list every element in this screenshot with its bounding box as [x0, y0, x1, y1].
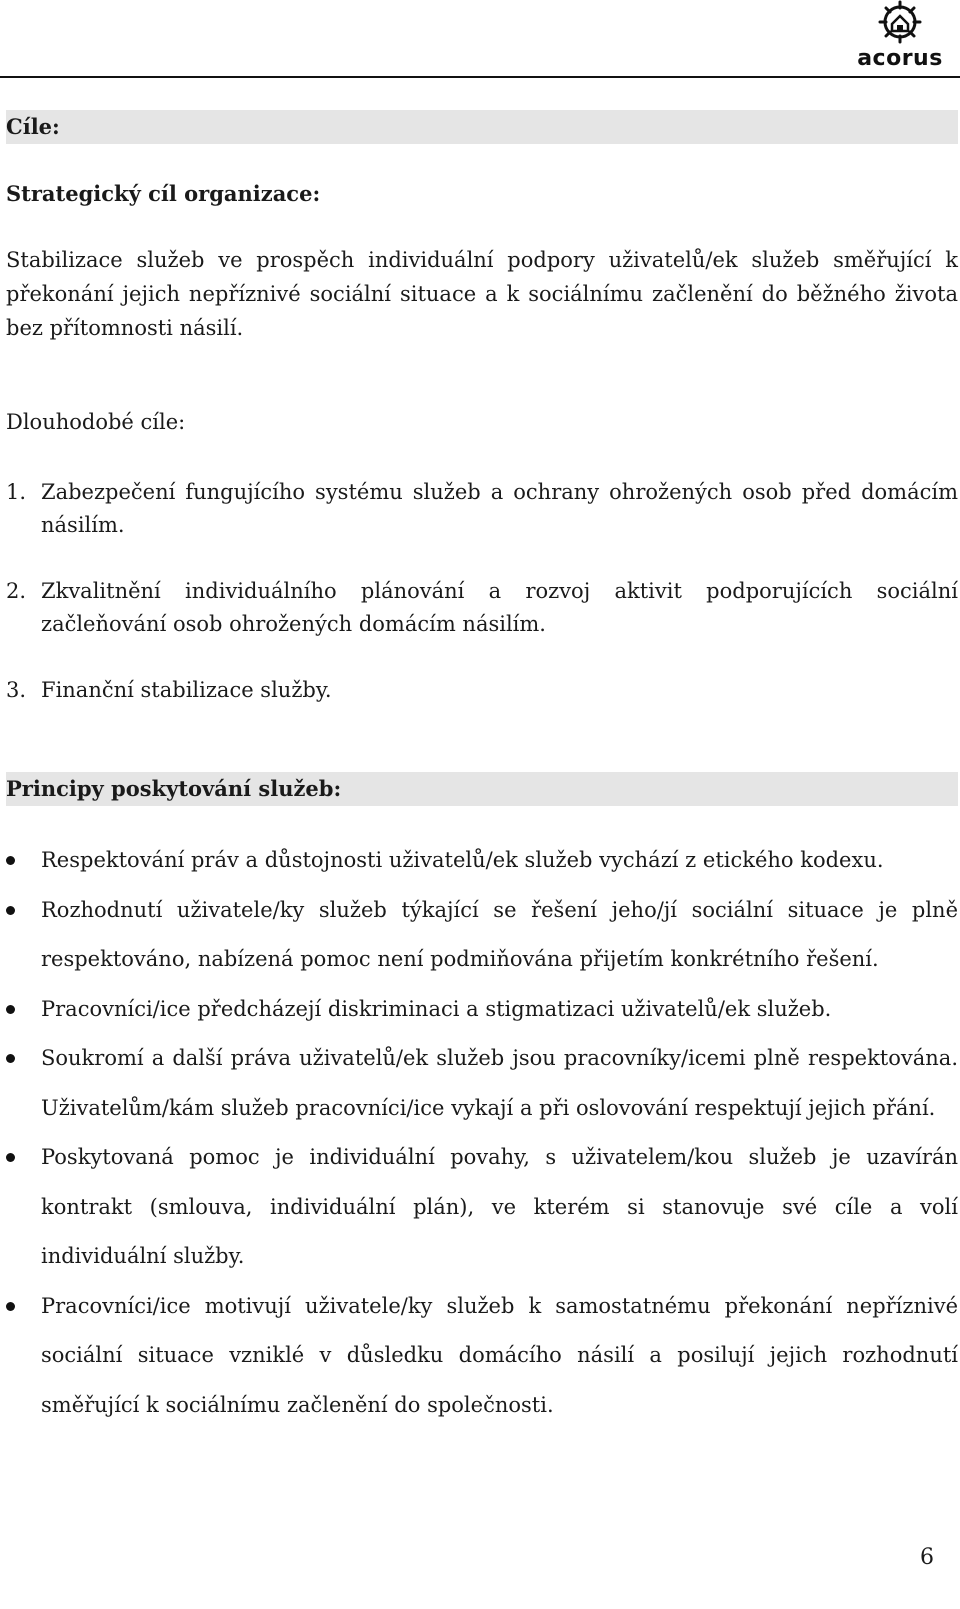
long-term-goals-heading: Dlouhodobé cíle:: [6, 410, 186, 434]
principles-list: [6, 836, 958, 1430]
acorus-logo: [852, 0, 948, 72]
strategic-goal-text: Stabilizace služeb ve prospěch individuální podpory uživatelů/ek služeb směřující k překonání jejich nepříznivé sociální situace a k sociálnímu začlenění do běžného života bez přítomnosti násilí.: [6, 248, 958, 340]
principle-item: Pracovníci/ice motivují uživatele/ky služeb k samostatnému překonání nepříznivé sociální situace vzniklé v důsledku domácího násilí a posilují jejich rozhodnutí směřující k sociálnímu začlenění do společnosti.: [6, 1282, 958, 1431]
logo-text: acorus: [857, 46, 943, 71]
principle-item: Pracovníci/ice předcházejí diskriminaci a stigmatizaci uživatelů/ek služeb.: [6, 985, 958, 1035]
principle-item: Poskytovaná pomoc je individuální povahy, s uživatelem/kou služeb je uzavírán kontrakt (smlouva, individuální plán), ve kterém si stanovuje své cíle a volí individuální služby.: [6, 1133, 958, 1282]
principles-heading: Principy poskytování služeb:: [6, 772, 958, 806]
goal-text: Zabezpečení fungujícího systému služeb a ochrany ohrožených osob před domácím násilím.: [41, 480, 958, 537]
page-number: 6: [920, 1545, 934, 1570]
goal-text: Zkvalitnění individuálního plánování a rozvoj aktivit podporujících sociální začleňování osob ohrožených domácím násilím.: [41, 579, 958, 636]
goal-number: 3.: [6, 678, 27, 702]
page-header: [0, 0, 960, 80]
principle-item: Respektování práv a důstojnosti uživatelů/ek služeb vychází z etického kodexu.: [6, 836, 958, 886]
long-term-goal-item: [6, 476, 958, 542]
section-title: Cíle:: [6, 110, 958, 144]
goal-text: Finanční stabilizace služby.: [41, 678, 332, 702]
long-term-goal-item: [6, 575, 958, 641]
goal-number: 1.: [6, 480, 27, 504]
strategic-goal-heading: Strategický cíl organizace:: [6, 181, 321, 206]
long-term-goal-item: [6, 674, 958, 707]
principle-item: Rozhodnutí uživatele/ky služeb týkající se řešení jeho/jí sociální situace je plně respektováno, nabízená pomoc není podmiňována přijetím konkrétního řešení.: [6, 886, 958, 985]
header-divider: [0, 76, 960, 78]
ship-wheel-house-icon: [872, 0, 928, 48]
goal-number: 2.: [6, 579, 27, 603]
principle-item: Soukromí a další práva uživatelů/ek služeb jsou pracovníky/icemi plně respektována. Uživatelům/kám služeb pracovníci/ice vykají a při oslovování respektují jejich přání.: [6, 1034, 958, 1133]
